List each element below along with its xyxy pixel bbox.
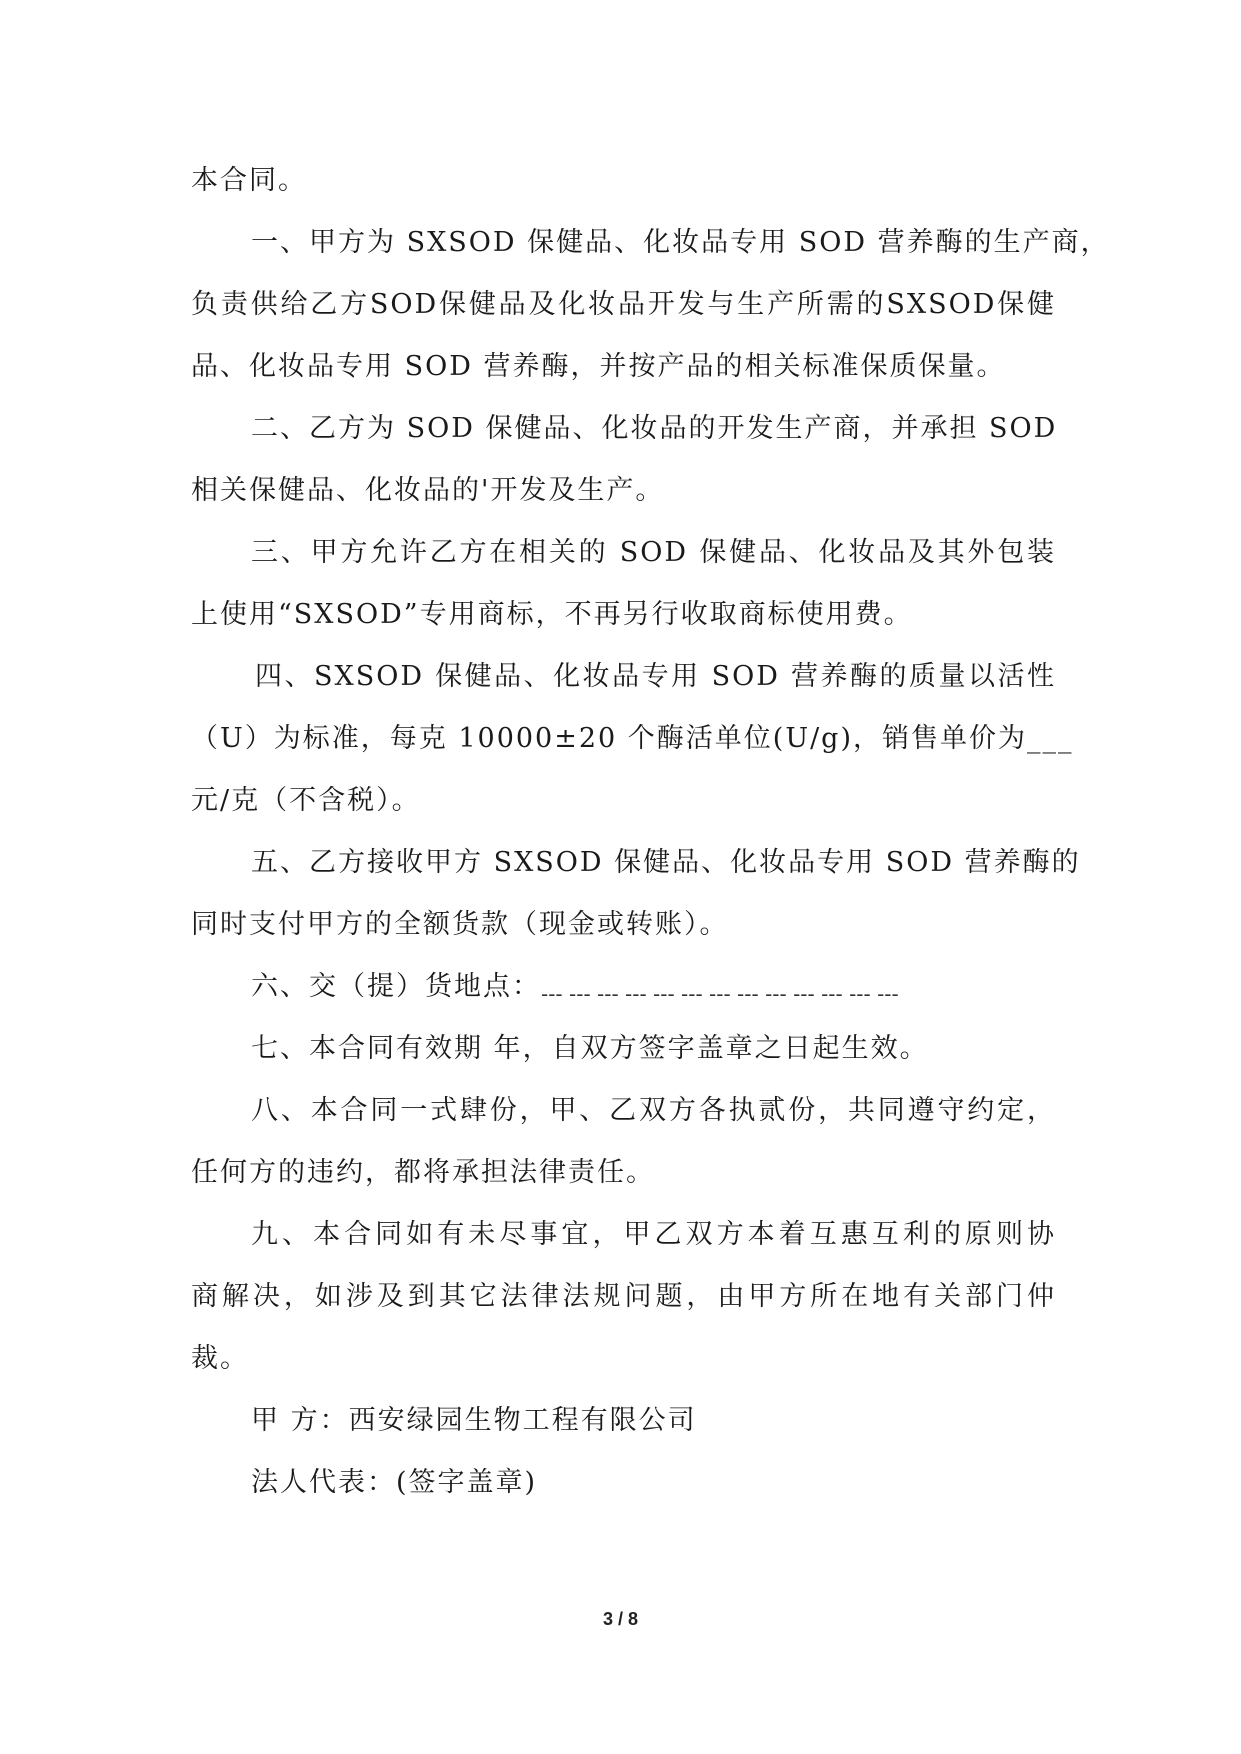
text-line-content: 八、本合同一式肆份，甲、乙双方各执贰份，共同遵守约定， bbox=[251, 1095, 1056, 1126]
text-line-content: 甲 方：西安绿园生物工程有限公司 bbox=[251, 1405, 697, 1436]
text-line-content: 二、乙方为 SOD 保健品、化妆品的开发生产商，并承担 SOD bbox=[251, 413, 1058, 444]
text-line-content: 上使用“SXSOD”专用商标，不再另行收取商标使用费。 bbox=[191, 599, 913, 630]
text-line bbox=[191, 150, 1056, 212]
text-line bbox=[191, 1142, 1056, 1204]
text-line-content: 同时支付甲方的全额货款（现金或转账）。 bbox=[191, 909, 729, 940]
text-line bbox=[191, 770, 1056, 832]
text-line bbox=[191, 1266, 1056, 1328]
text-line-content: 六、交（提）货地点： bbox=[251, 971, 541, 1002]
text-line bbox=[191, 1390, 1056, 1452]
document-body bbox=[191, 150, 1110, 1514]
text-line-content: 一、甲方为 SXSOD 保健品、化妆品专用 SOD 营养酶的生产商， bbox=[251, 227, 1110, 258]
text-line bbox=[191, 398, 1056, 460]
text-line-content: 九、本合同如有未尽事宜，甲乙双方本着互惠互利的原则协 bbox=[251, 1219, 1056, 1250]
text-line-content: 七、本合同有效期 年，自双方签字盖章之日起生效。 bbox=[251, 1033, 929, 1064]
text-line-content: 商解决，如涉及到其它法律法规问题，由甲方所在地有关部门仲 bbox=[191, 1281, 1056, 1312]
text-line bbox=[191, 956, 1056, 1018]
text-line bbox=[191, 1452, 1056, 1514]
text-line-content: 法人代表：(签字盖章) bbox=[251, 1467, 538, 1498]
text-line bbox=[191, 708, 1074, 770]
text-line bbox=[191, 894, 1056, 956]
text-line bbox=[191, 212, 1110, 274]
text-line-content: 元/克（不含税）。 bbox=[191, 785, 421, 816]
text-line-content: 相关保健品、化妆品的'开发及生产。 bbox=[191, 475, 665, 506]
text-line bbox=[191, 274, 1056, 336]
text-line bbox=[191, 832, 1081, 894]
text-line bbox=[191, 1204, 1056, 1266]
text-line-content: 三、甲方允许乙方在相关的 SOD 保健品、化妆品及其外包装 bbox=[251, 537, 1056, 568]
text-line-content: 本合同。 bbox=[191, 165, 307, 196]
page-number: 3 / 8 bbox=[602, 1609, 639, 1629]
text-line-content: 任何方的违约，都将承担法律责任。 bbox=[191, 1157, 655, 1188]
text-line bbox=[191, 584, 1056, 646]
text-line-content: （U）为标准，每克 10000±20 个酶活单位(U/g)，销售单价为___ bbox=[191, 723, 1074, 754]
blank-fill-line: --- --- --- --- --- --- --- --- --- --- --- --- --- bbox=[541, 982, 899, 1006]
text-line bbox=[191, 1328, 1056, 1390]
text-line-content: 五、乙方接收甲方 SXSOD 保健品、化妆品专用 SOD 营养酶的 bbox=[251, 847, 1081, 878]
text-line-content: 四、SXSOD 保健品、化妆品专用 SOD 营养酶的质量以活性 bbox=[255, 661, 1056, 692]
text-line bbox=[191, 646, 1056, 708]
text-line bbox=[191, 336, 1056, 398]
text-line bbox=[191, 460, 1056, 522]
text-line bbox=[191, 1080, 1056, 1142]
text-line-content: 负责供给乙方SOD保健品及化妆品开发与生产所需的SXSOD保健 bbox=[191, 289, 1056, 320]
text-line-content: 裁。 bbox=[191, 1343, 249, 1374]
text-line-content: 品、化妆品专用 SOD 营养酶，并按产品的相关标准保质保量。 bbox=[191, 351, 1006, 382]
text-line bbox=[191, 1018, 1056, 1080]
text-line bbox=[191, 522, 1056, 584]
